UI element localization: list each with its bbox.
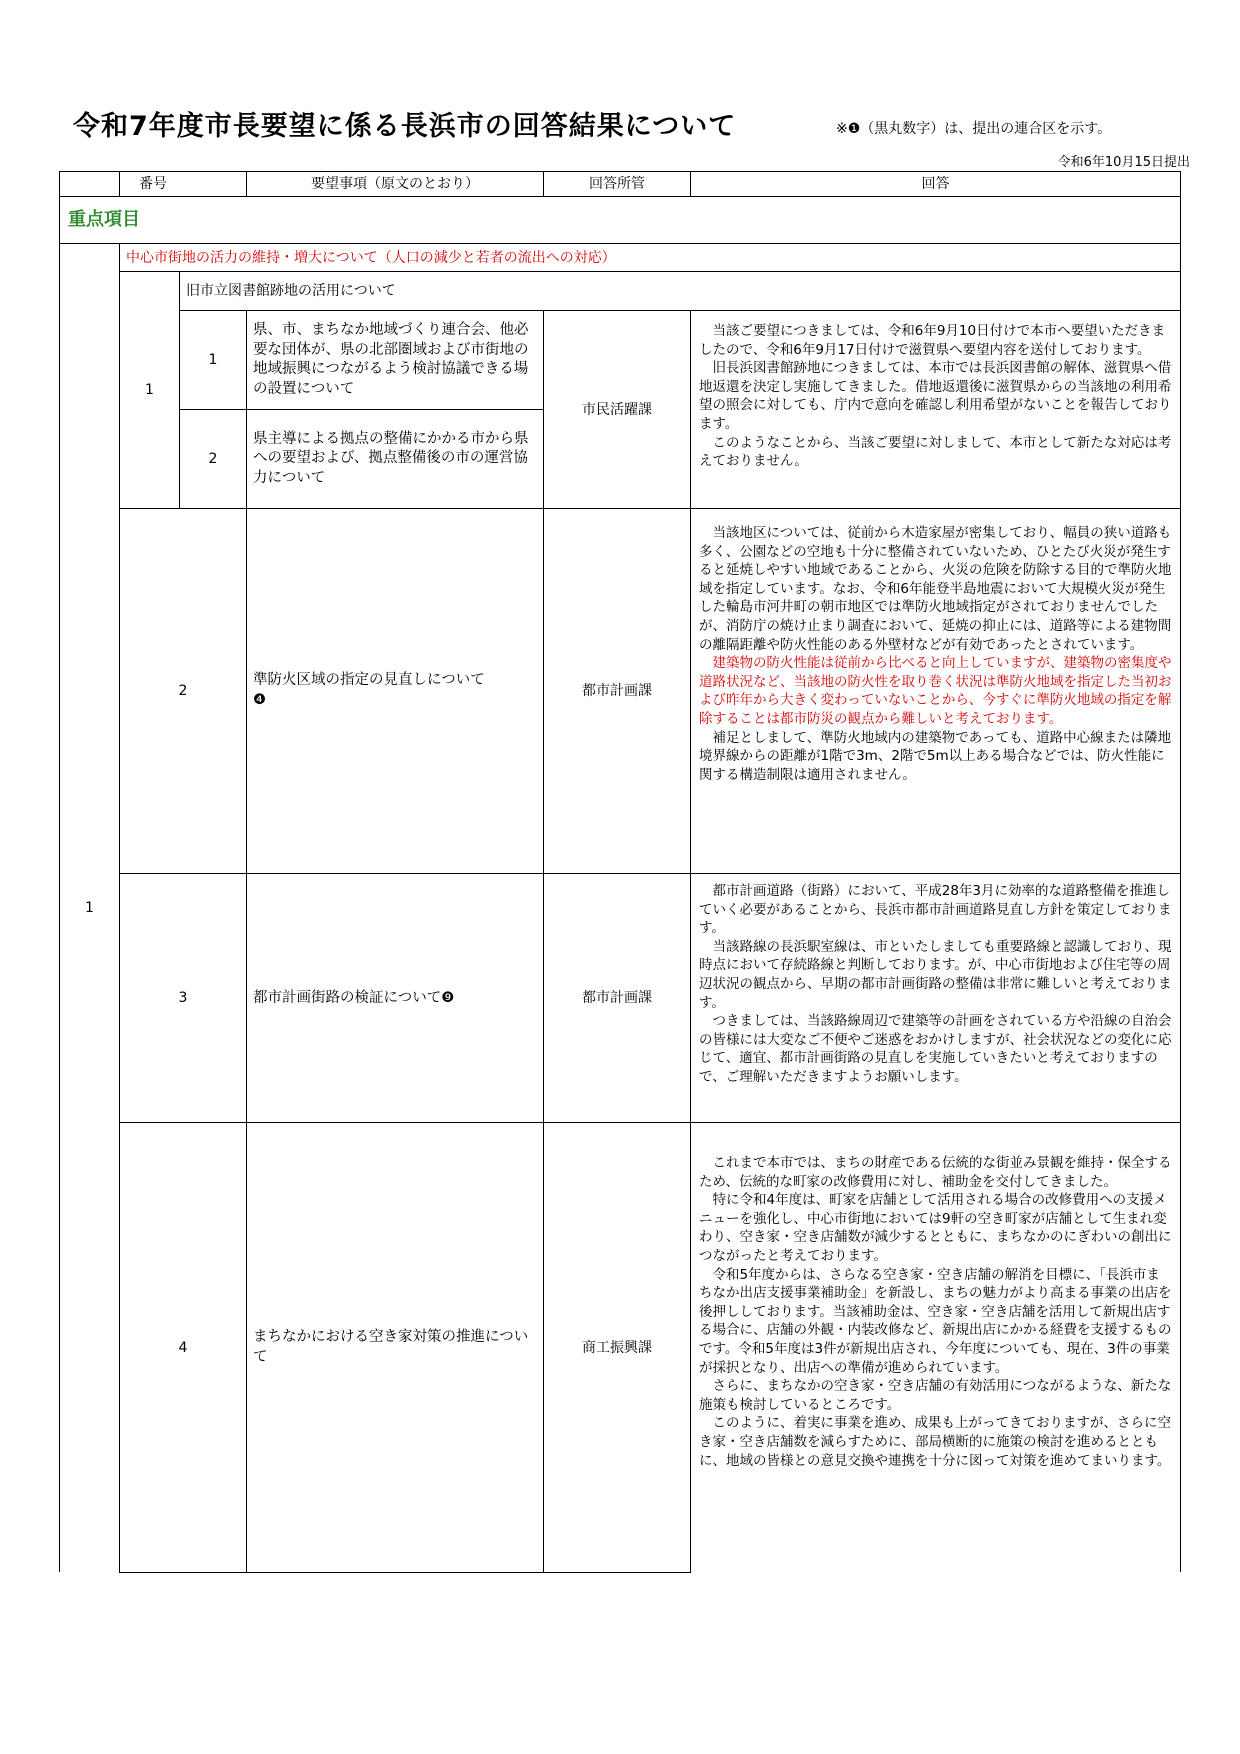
department: 商工振興課 bbox=[582, 1339, 652, 1356]
page-title: 令和7年度市長要望に係る長浜市の回答結果について bbox=[73, 111, 737, 142]
col-header-request: 要望事項（原文のとおり） bbox=[311, 176, 479, 192]
ward-mark: ❾ bbox=[441, 990, 455, 1006]
department: 都市計画課 bbox=[582, 683, 652, 699]
answer-text bbox=[691, 1148, 1180, 1572]
answer-paragraph: 都市計画道路（街路）において、平成28年3月に効率的な道路整備を推進していく必要があることから、長浜市都市計画道路見直し方針を策定しております。 bbox=[699, 883, 1172, 937]
group-title: 旧市立図書館跡地の活用について bbox=[186, 283, 396, 299]
group4-bottom-rule bbox=[119, 1572, 690, 1573]
request-text bbox=[247, 509, 543, 873]
item-number: 3 bbox=[178, 990, 188, 1006]
answer-paragraph: 当該ご要望につきましては、令和6年9月10日付けで本市へ要望いただきましたので、令和6年9月17日付けで滋賀県へ要望内容を送付しております。 bbox=[699, 323, 1166, 358]
request-text-body: 都市計画街路の検証について bbox=[253, 990, 442, 1006]
subitem-number: 1 bbox=[208, 352, 218, 368]
answer-paragraph: つきましては、当該路線周辺で建築等の計画をされている方や沿線の自治会の皆様には大変なご不便やご迷惑をおかけしますが、社会状況などの変化に応じて、適宜、都市計画街路の見直しを実施していきたいと考えておりますので、ご理解いただきますようお願いします。 bbox=[699, 1013, 1172, 1085]
answer-paragraph: これまで本市では、まちの財産である伝統的な街並み景観を維持・保全するため、伝統的な町家の改修費用に対し、補助金を交付してきました。 bbox=[699, 1155, 1172, 1190]
request-text bbox=[247, 874, 543, 1122]
department: 都市計画課 bbox=[582, 990, 652, 1006]
topic-title: 中心市街地の活力の維持・増大について（人口の減少と若者の流出への対応） bbox=[126, 249, 616, 266]
table-border-right bbox=[1180, 171, 1181, 1572]
subitem-text: 県主導による拠点の整備にかかる市から県への要望および、拠点整備後の市の運営協力について bbox=[253, 430, 529, 486]
col-header-number: 番号 bbox=[139, 176, 167, 192]
col-header-answer: 回答 bbox=[921, 176, 950, 192]
item-number: 2 bbox=[178, 683, 188, 699]
answer-paragraph: 旧長浜図書館跡地につきましては、本市では長浜図書館の解体、滋賀県へ借地返還を決定し実施してきました。借地返還後に滋賀県からの当該地の利用希望の照会に対しても、庁内で意向を確認し利用希望がないことを報告しております。 bbox=[699, 360, 1172, 432]
answer-paragraph: 令和5年度からは、さらなる空き家・空き店舗の解消を目標に、「長浜市まちなか出店支援事業補助金」を新設し、まちの魅力がより高まる事業の出店を後押ししております。当該補助金は、空き家・空き店舗を活用して新規出店する場合に、店舗の外観・内装改修など、新規出店にかかる経費を支援するものです。令和5年度は3件が新規出店され、今年度についても、現在、3件の事業が採択となり、出店への準備が進められています。 bbox=[699, 1266, 1172, 1376]
answer-paragraph: このようなことから、当該ご要望に対しまして、本市として新たな対応は考えておりません。 bbox=[699, 434, 1172, 470]
ward-mark: ❹ bbox=[253, 691, 266, 708]
subitem-text: 県、市、まちなか地域づくり連合会、他必要な団体が、県の北部圏域および市街地の地域振興につながるよう検討協議できる場の設置について bbox=[253, 322, 529, 397]
subitem-number: 2 bbox=[208, 451, 218, 467]
answer-text bbox=[691, 316, 1180, 508]
department: 市民活躍課 bbox=[582, 401, 652, 418]
answer-paragraph: 補足としまして、準防火地域内の建築物であっても、道路中心線または隣地境界線からの距離が1階で3m、2階で5m以上ある場合などでは、防火性能に関する構造制限は適用されません。 bbox=[699, 729, 1172, 783]
request-text: まちなかにおける空き家対策の推進について bbox=[253, 1329, 529, 1365]
answer-paragraph: さらに、まちなかの空き家・空き店舗の有効活用につながるような、新たな施策も検討しているところです。 bbox=[699, 1378, 1172, 1413]
item-number: 4 bbox=[178, 1339, 188, 1356]
group-number: 1 bbox=[145, 382, 154, 398]
answer-paragraph: 当該地区については、従前から木造家屋が密集しており、幅員の狭い道路も多く、公園などの空地も十分に整備されていないため、ひとたび火災が発生すると延焼しやすい地域であることから、火災の危険を防除する目的で準防火地域を指定しています。なお、令和6年能登半島地震において大規模火災が発生した輪島市河井町の朝市地区では準防火地域指定がされておりませんでしたが、消防庁の焼け止まり調査において、延焼の抑止には、道路等による建物間の離隔距離や防火性能のある外壁材などが有効であったとされています。 bbox=[699, 525, 1172, 653]
answer-paragraph: このように、着実に事業を進め、成果も上がってきておりますが、さらに空き家・空き店舗数を減らすために、部局横断的に施策の検討を進めるとともに、地域の皆様との意見交換や連携を十分に図って対策を進めてまいります。 bbox=[699, 1415, 1171, 1469]
topic-number: 1 bbox=[85, 900, 94, 916]
request-text-body: 準防火区域の指定の見直しについて bbox=[253, 672, 485, 688]
section-label: 重点項目 bbox=[68, 209, 140, 230]
answer-paragraph-highlight: 建築物の防火性能は従前から比べると向上していますが、建築物の密集度や道路状況など、当該地の防火性を取り巻く状況は準防火地域を指定した当初および昨年から大きく変わっていないことから、今すぐに準防火地域の指定を解除することは都市防災の観点から難しいと考えております。 bbox=[699, 655, 1172, 727]
submission-date: 令和6年10月15日提出 bbox=[1057, 155, 1190, 170]
answer-paragraph: 当該路線の長浜駅室線は、市といたしましても重要路線と認識しており、現時点において存続路線と判断しております。が、中心市街地および住宅等の周辺状況の観点から、早期の都市計画街路の整備は非常に難しいと考えております。 bbox=[699, 938, 1172, 1011]
answer-text bbox=[691, 518, 1180, 873]
answer-paragraph: 特に令和4年度は、町家を店舗として活用される場合の改修費用への支援メニューを強化し、中心市街地においては9軒の空き町家が店舗として生まれ変わり、空き家・空き店舗数が減少するとともに、まちなかのにぎわいの創出につながったと考えております。 bbox=[699, 1192, 1172, 1264]
col-header-department: 回答所管 bbox=[589, 176, 645, 192]
legend-note: ※❶（黒丸数字）は、提出の連合区を示す。 bbox=[836, 121, 1112, 137]
answer-text bbox=[691, 876, 1180, 1122]
